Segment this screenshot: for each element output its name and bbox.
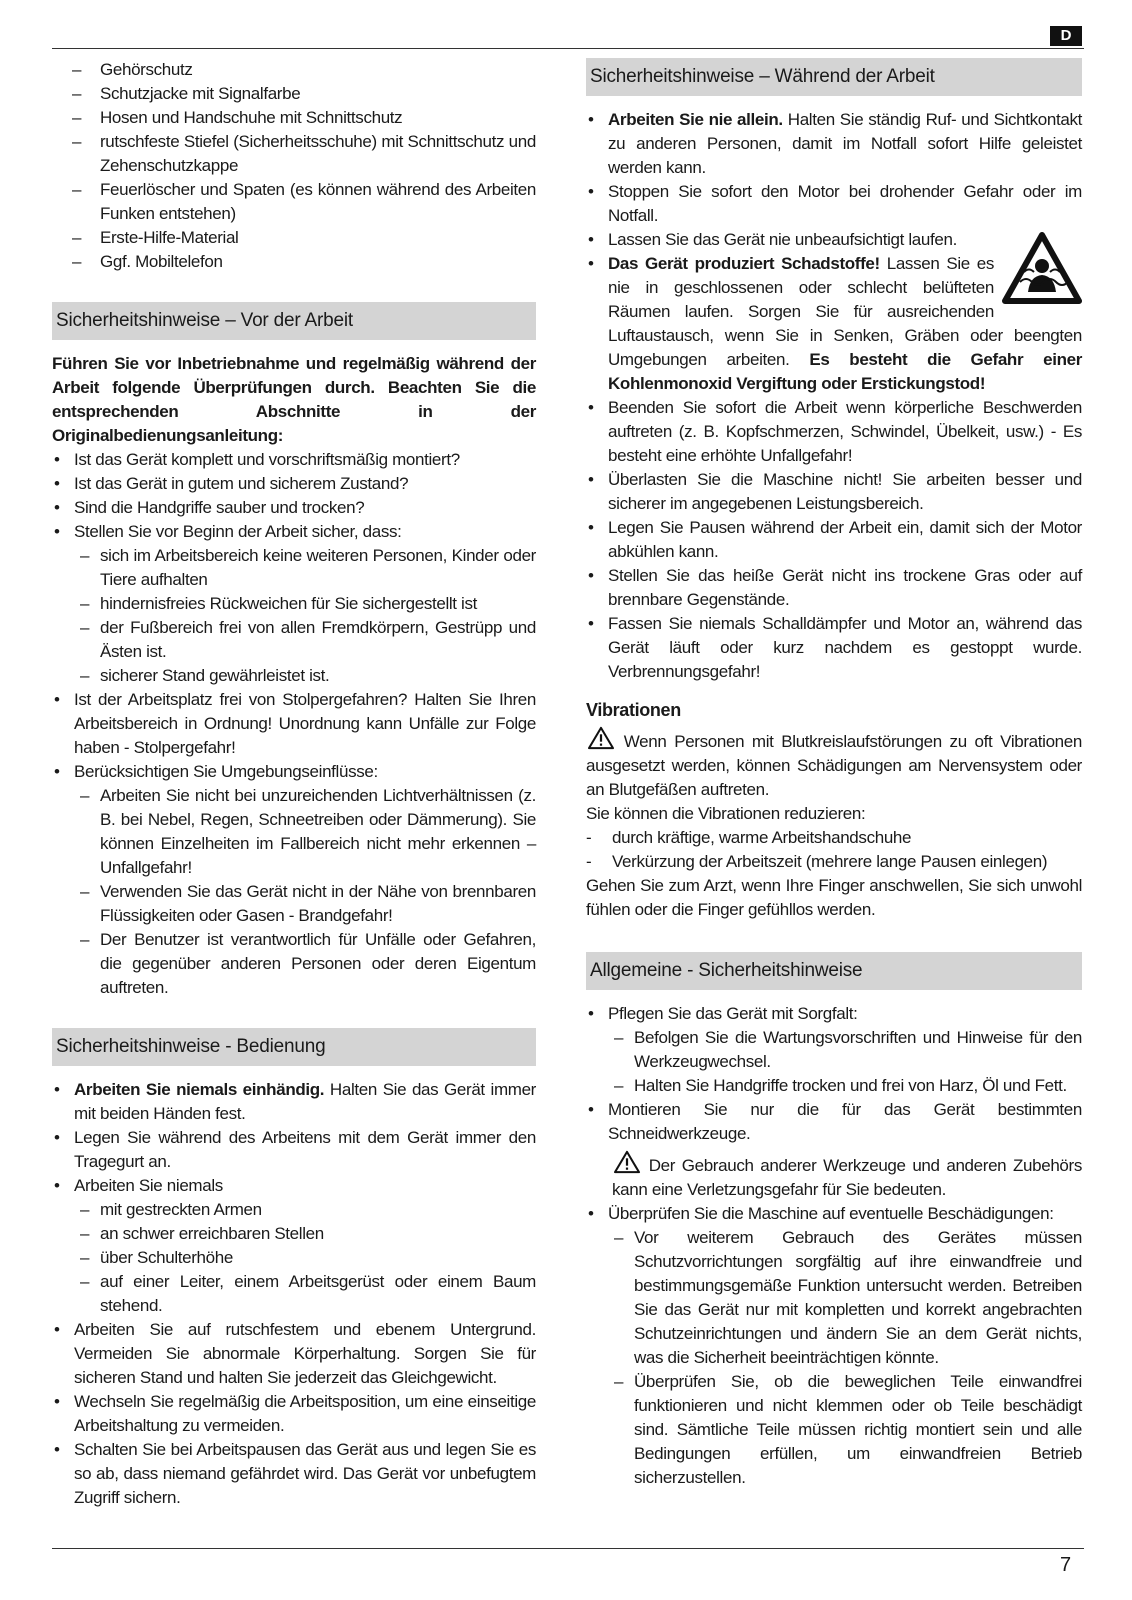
sub-list-item: – der Fußbereich frei von allen Fremdkörpern, Gestrüpp und Ästen ist.: [74, 616, 536, 664]
during-work-list: [586, 108, 1082, 684]
sub-list-item: – sich im Arbeitsbereich keine weiteren Personen, Kinder oder Tiere aufhalten: [74, 544, 536, 592]
list-item-text: Arbeiten Sie niemals: [74, 1176, 223, 1195]
equipment-list: [52, 58, 536, 274]
list-item: [586, 108, 1082, 180]
list-item-bold: Das Gerät produziert Schadstoffe!: [608, 254, 880, 273]
section-intro: Führen Sie vor Inbetriebnahme und regelmäßig während der Arbeit folgende Überprüfungen durch. Beachten Sie die entsprechenden Abschnitte in der Originalbedienungsanleitung:: [52, 354, 536, 445]
list-item: [52, 1174, 536, 1318]
section-heading-before-work: Sicherheitshinweise – Vor der Arbeit: [52, 302, 536, 340]
list-item-text: Lassen Sie es nie in geschlossenen oder schlecht belüfteten Räumen laufen. Sorgen Sie für ausreichenden Luftaustausch, wenn Sie in Senken, Gräben oder beengten Umgebungen arbeiten.: [608, 254, 1082, 369]
sub-list-item: – Überprüfen Sie, ob die beweglichen Teile einwandfrei funktionieren und nicht klemmen oder ob Teile beschädigt sind. Sämtliche Teile müssen richtig montiert sein und alle Bedingungen erfüllen, um einwandfreien Betrieb sicherzustellen.: [608, 1370, 1082, 1490]
sub-list-item: – Befolgen Sie die Wartungsvorschriften und Hinweise für den Werkzeugwechsel.: [608, 1026, 1082, 1074]
vibrations-doctor-text: Gehen Sie zum Arzt, wenn Ihre Finger anschwellen, Sie sich unwohl fühlen oder die Finger gefühllos werden.: [586, 876, 1082, 919]
list-item: • Legen Sie Pausen während der Arbeit ein, damit sich der Motor abkühlen kann.: [586, 516, 1082, 564]
vibrations-heading: Vibrationen: [586, 700, 681, 720]
before-work-list: [52, 448, 536, 1000]
list-item: [586, 1002, 1082, 1098]
list-item-bold: Es besteht die Gefahr einer Kohlenmonoxid Vergiftung oder Erstickungstod!: [608, 350, 1082, 393]
right-column: [586, 58, 1082, 1490]
list-item: • Ist der Arbeitsplatz frei von Stolpergefahren? Halten Sie Ihren Arbeitsbereich in Ordnung! Unordnung kann Unfälle zur Folge haben - Stolpergefahr!: [52, 688, 536, 760]
sub-list-item: – hindernisfreies Rückweichen für Sie sichergestellt ist: [74, 592, 536, 616]
list-item: – Schutzjacke mit Signalfarbe: [52, 82, 536, 106]
list-item-bold: Arbeiten Sie niemals einhändig.: [74, 1080, 325, 1099]
paragraph-text: Wenn Personen mit Blutkreislaufstörungen zu oft Vibrationen ausgesetzt werden, können Schädigungen am Nervensystem oder an Blutgefäßen auftreten.: [586, 732, 1082, 799]
sub-list: [74, 784, 536, 1000]
list-item: - Verkürzung der Arbeitszeit (mehrere lange Pausen einlegen): [586, 850, 1082, 874]
warning-icon: [612, 1150, 642, 1174]
list-item: [586, 252, 1082, 396]
list-item: • Sind die Handgriffe sauber und trocken?: [52, 496, 536, 520]
list-item-text: Halten Sie ständig Ruf- und Sichtkontakt zu anderen Personen, damit im Notfall sofort Hilfe geleistet werden kann.: [608, 110, 1082, 177]
paragraph-text: Der Gebrauch anderer Werkzeuge und anderen Zubehörs kann eine Verletzungsgefahr für Sie bedeuten.: [612, 1156, 1082, 1199]
section-heading-during-work: Sicherheitshinweise – Während der Arbeit: [586, 58, 1082, 96]
sub-list: [74, 1198, 536, 1318]
list-item-text: Überprüfen Sie die Maschine auf eventuelle Beschädigungen:: [608, 1204, 1054, 1223]
warning-icon: [586, 726, 616, 750]
vibrations-list: [586, 826, 1082, 874]
list-item: • Überlasten Sie die Maschine nicht! Sie arbeiten besser und sicherer im angegebenen Leistungsbereich.: [586, 468, 1082, 516]
list-item: • Stoppen Sie sofort den Motor bei drohender Gefahr oder im Notfall.: [586, 180, 1082, 228]
list-item-text: Berücksichtigen Sie Umgebungseinflüsse:: [74, 762, 378, 781]
sub-list-item: – mit gestreckten Armen: [74, 1198, 536, 1222]
sub-list-item: – über Schulterhöhe: [74, 1246, 536, 1270]
general-list: [586, 1002, 1082, 1490]
list-item: • Beenden Sie sofort die Arbeit wenn körperliche Beschwerden auftreten (z. B. Kopfschmerzen, Schwindel, Übelkeit, usw.) - Es besteht eine erhöhte Unfallgefahr!: [586, 396, 1082, 468]
sub-list: [74, 544, 536, 688]
list-item: • Ist das Gerät in gutem und sicherem Zustand?: [52, 472, 536, 496]
list-item: • Ist das Gerät komplett und vorschriftsmäßig montiert?: [52, 448, 536, 472]
list-item: [52, 760, 536, 1000]
section-heading-operation: Sicherheitshinweise - Bedienung: [52, 1028, 536, 1066]
list-item: - durch kräftige, warme Arbeitshandschuhe: [586, 826, 1082, 850]
list-item: – Gehörschutz: [52, 58, 536, 82]
sub-list-item: – sicherer Stand gewährleistet ist.: [74, 664, 536, 688]
list-item: • Arbeiten Sie auf rutschfestem und ebenem Untergrund. Vermeiden Sie abnormale Körperhaltung. Sorgen Sie für sicheren Stand und halten Sie jederzeit das Gleichgewicht.: [52, 1318, 536, 1390]
left-column: [52, 58, 536, 1510]
list-item: [52, 1078, 536, 1126]
list-item-bold: Arbeiten Sie nie allein.: [608, 110, 783, 129]
list-item-text: Montieren Sie nur die für das Gerät bestimmten Schneidwerkzeuge.: [608, 1100, 1082, 1143]
operation-list: [52, 1078, 536, 1510]
list-item: • Fassen Sie niemals Schalldämpfer und Motor an, während das Gerät läuft oder kurz nachdem es gestoppt wurde. Verbrennungsgefahr!: [586, 612, 1082, 684]
vibrations-reduce-text: Sie können die Vibrationen reduzieren:: [586, 804, 866, 823]
sub-list-item: – auf einer Leiter, einem Arbeitsgerüst oder einem Baum stehend.: [74, 1270, 536, 1318]
sub-list: [608, 1226, 1082, 1490]
tools-warning: [608, 1150, 1082, 1202]
list-item: [586, 228, 1082, 252]
section-heading-general: Allgemeine - Sicherheitshinweise: [586, 952, 1082, 990]
list-item: – Ggf. Mobiltelefon: [52, 250, 536, 274]
vibrations-paragraph: [586, 726, 1082, 802]
list-item: [586, 1098, 1082, 1202]
list-item: – Erste-Hilfe-Material: [52, 226, 536, 250]
list-item: • Wechseln Sie regelmäßig die Arbeitsposition, um eine einseitige Arbeitshaltung zu vermeiden.: [52, 1390, 536, 1438]
list-item: – Feuerlöscher und Spaten (es können während des Arbeiten Funken entstehen): [52, 178, 536, 226]
language-badge: D: [1050, 26, 1082, 46]
sub-list-item: – Halten Sie Handgriffe trocken und frei von Harz, Öl und Fett.: [608, 1074, 1082, 1098]
list-item: • Stellen Sie das heiße Gerät nicht ins trockene Gras oder auf brennbare Gegenstände.: [586, 564, 1082, 612]
page-number: 7: [1060, 1554, 1072, 1576]
list-item-text: Lassen Sie das Gerät nie unbeaufsichtigt laufen.: [608, 230, 957, 249]
list-item: [586, 1202, 1082, 1490]
header-rule: [52, 48, 1084, 49]
list-item: – rutschfeste Stiefel (Sicherheitsschuhe) mit Schnittschutz und Zehenschutzkappe: [52, 130, 536, 178]
list-item-text: Pflegen Sie das Gerät mit Sorgfalt:: [608, 1004, 858, 1023]
sub-list-item: – Verwenden Sie das Gerät nicht in der Nähe von brennbaren Flüssigkeiten oder Gasen - Brandgefahr!: [74, 880, 536, 928]
list-item: [52, 520, 536, 688]
sub-list: [608, 1026, 1082, 1098]
footer-rule: [52, 1548, 1084, 1549]
sub-list-item: – Der Benutzer ist verantwortlich für Unfälle oder Gefahren, die gegenüber anderen Personen oder deren Eigentum auftreten.: [74, 928, 536, 1000]
list-item-text: Halten Sie das Gerät immer mit beiden Händen fest.: [74, 1080, 536, 1123]
list-item: – Hosen und Handschuhe mit Schnittschutz: [52, 106, 536, 130]
sub-list-item: – Arbeiten Sie nicht bei unzureichenden Lichtverhältnissen (z. B. bei Nebel, Regen, Schneetreiben oder Dämmerung). Sie können Einzelheiten im Fallbereich nicht mehr erkennen – Unfallgefahr!: [74, 784, 536, 880]
list-item-text: Stellen Sie vor Beginn der Arbeit sicher, dass:: [74, 522, 402, 541]
list-item: • Schalten Sie bei Arbeitspausen das Gerät aus und legen Sie es so ab, dass niemand gefährdet wird. Das Gerät vor unbefugtem Zugriff sichern.: [52, 1438, 536, 1510]
sub-list-item: – an schwer erreichbaren Stellen: [74, 1222, 536, 1246]
list-item: • Legen Sie während des Arbeitens mit dem Gerät immer den Tragegurt an.: [52, 1126, 536, 1174]
sub-list-item: – Vor weiterem Gebrauch des Gerätes müssen Schutzvorrichtungen sorgfältig auf ihre einwandfreie und bestimmungsgemäße Funktion untersucht werden. Betreiben Sie das Gerät nur mit kompletten und korrekt angebrachten Schutzeinrichtungen und ändern Sie an dem Gerät nichts, was die Sicherheit beeinträchtigen könnte.: [608, 1226, 1082, 1370]
